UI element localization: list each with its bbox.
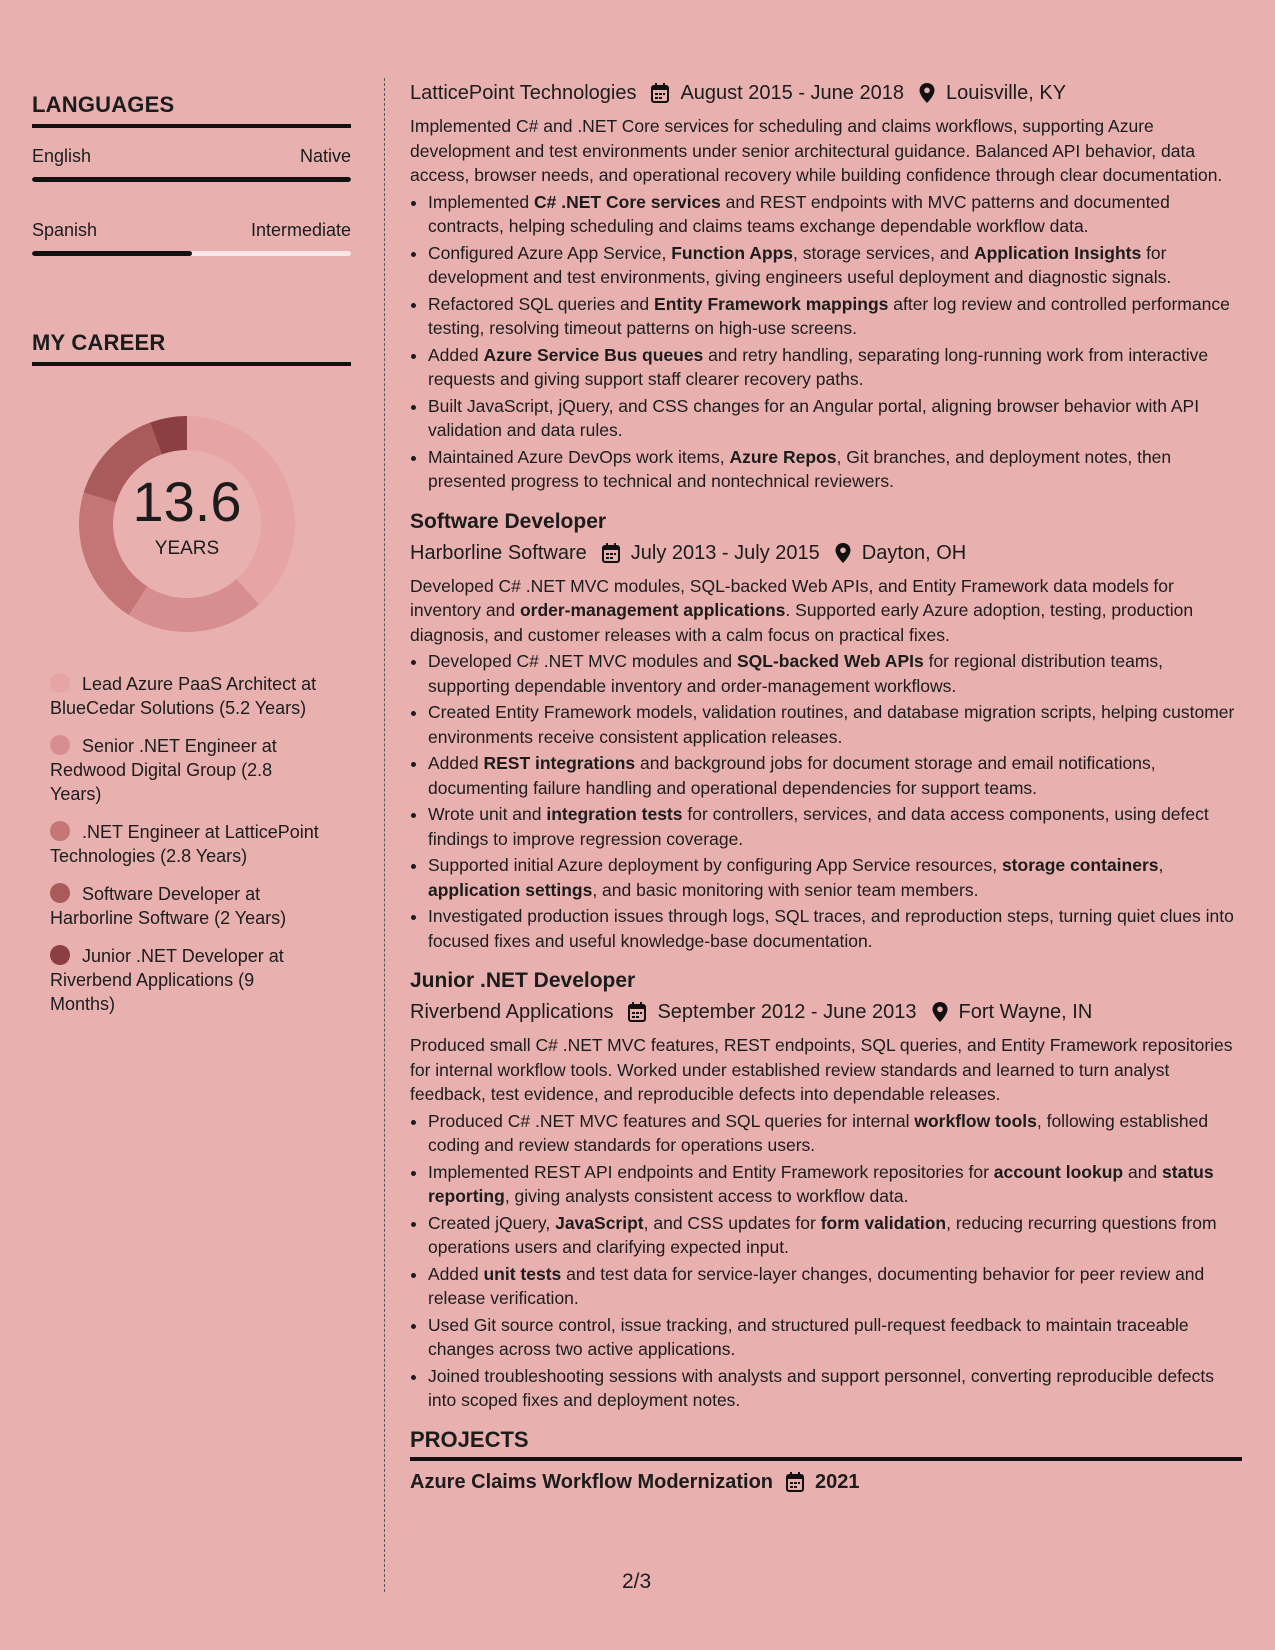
job-bullet [428,1364,1242,1413]
job-location: Louisville, KY [945,82,1067,104]
text-run: Added [428,753,484,773]
language-proficiency-bar [32,177,351,182]
text-run: , Git branches, and deployment notes, then presented progress to technical and nontechnical reviewers. [428,446,1172,491]
text-run: for regional distribution teams, supporting dependable inventory and order-management workflows. [428,651,1164,696]
job-bullet [428,292,1242,341]
bold-keyword: Entity Framework mappings [654,293,889,314]
location-pin-icon [834,542,852,564]
text-run: Added [428,344,484,365]
job-role: Software Developer [410,509,607,533]
career-total-unit: YEARS [154,538,220,559]
job-summary: Implemented C# and .NET Core services for scheduling and claims workflows, supporting Azure development and test environments under senior architectural guidance. Balanced API behavior, data access, browser needs, and operational recovery while building confidence through clear documentation. [410,116,1223,185]
legend-label: Software Developer at Harborline Software (2 Years) [50,884,287,928]
calendar-icon [650,82,670,104]
job-bullet [428,1160,1242,1209]
job-bullet [428,394,1242,443]
donut-segment-1 [129,579,259,632]
location-pin-icon [918,82,936,104]
text-run: Created jQuery, [428,1212,556,1233]
location-pin-icon [918,82,936,104]
bold-keyword: Azure Service Bus queues [483,344,704,365]
legend-label: Senior .NET Engineer at Redwood Digital Group (2.8 Years) [50,736,277,804]
language-name: Spanish [32,220,98,240]
language-name: English [32,146,92,166]
career-legend-item [50,672,320,720]
text-run: Added [428,1263,484,1284]
calendar-icon [627,1001,647,1023]
job-dates: August 2015 - June 2018 [680,82,904,104]
text-run: Created Entity Framework models, validation routines, and database migration scripts, helping customer environments receive consistent application releases. [428,702,1235,747]
legend-swatch [50,673,70,693]
text-run: and [1123,1161,1163,1182]
career-legend [50,672,320,1016]
job-bullet [428,1313,1242,1362]
job-company: LatticePoint Technologies [410,82,637,104]
text-run: Produced C# .NET MVC features and SQL queries for internal [428,1110,915,1131]
text-run: , and CSS updates for [643,1212,821,1233]
legend-swatch [50,735,70,755]
job-bullet [428,700,1242,749]
text-run: Developed C# .NET MVC modules and [428,651,737,671]
bold-keyword: JavaScript [555,1212,644,1233]
location-pin-icon [834,542,852,564]
job-dates: September 2012 - June 2013 [657,1001,917,1023]
language-proficiency-fill [32,251,192,256]
text-run: , following established coding and review standards for operations users. [428,1110,1209,1155]
job-meta [410,540,1242,566]
text-run: and test data for service-layer changes, documenting behavior for peer review and release verification. [428,1263,1205,1308]
job-meta [410,80,1242,106]
job-company: Harborline Software [410,541,587,564]
calendar-icon [627,1001,647,1023]
location-pin-icon [931,1001,949,1023]
job-bullet [428,343,1242,392]
career-donut-chart [67,404,307,644]
legend-swatch [50,821,70,841]
bold-keyword: unit tests [483,1263,562,1284]
project-year: 2021 [815,1470,860,1493]
job-bullet [428,1262,1242,1311]
job-bullet [428,802,1242,851]
text-run: Implemented REST API endpoints and Entity Framework repositories for [428,1161,994,1182]
text-run: , and basic monitoring with senior team members. [592,879,979,900]
bold-keyword: application settings [428,879,593,900]
text-run: for controllers, services, and data access components, using defect findings to improve regression coverage. [428,804,1209,849]
text-run: Investigated production issues through logs, SQL traces, and reproduction steps, turning quiet clues into focused fixes and useful knowledge-base documentation. [428,906,1234,951]
text-run: Supported initial Azure deployment by configuring App Service resources, [428,855,1002,875]
text-run: Configured Azure App Service, [428,242,672,263]
bold-keyword: C# .NET Core services [534,191,721,212]
calendar-icon [650,82,670,104]
job-bullet [428,190,1242,239]
bold-keyword: REST integrations [483,753,636,773]
job-summary: Produced small C# .NET MVC features, REST endpoints, SQL queries, and Entity Framework repositories for internal workflow tools. Worked under established review standards and learned to turn analyst feedback, test evidence, and reproducible defects into dependable releases. [410,1035,1233,1104]
career-legend-item [50,882,320,930]
legend-label: .NET Engineer at LatticePoint Technologies (2.8 Years) [50,822,319,866]
language-item-english [32,146,351,182]
career-legend-item [50,734,320,806]
job-bullet [428,241,1242,290]
text-run: and REST endpoints with MVC patterns and documented contracts, helping scheduling and claims teams exchange dependable workflow data. [428,191,1170,236]
career-total-years: 13.6 [132,470,242,533]
bold-keyword: Azure Repos [729,446,837,467]
calendar-icon [785,1471,805,1493]
job-bullet [428,445,1242,494]
text-run: for development and test environments, giving engineers useful deployment and diagnostic signals. [428,242,1172,287]
text-run: and background jobs for document storage and email notifications, documenting failure handling and operational dependencies for support teams. [428,753,1156,798]
text-run: , storage services, and [793,242,974,263]
text-run: Used Git source control, issue tracking, and structured pull-request feedback to maintain traceable changes across two active applications. [428,1314,1189,1359]
job-bullet [428,853,1242,902]
job-dates: July 2013 - July 2015 [630,541,820,564]
career-legend-item [50,944,320,1016]
project-name: Azure Claims Workflow Modernization [410,1470,773,1493]
legend-swatch [50,945,70,965]
legend-swatch [50,883,70,903]
bold-keyword: account lookup [993,1161,1124,1182]
languages-heading: LANGUAGES [32,92,351,128]
job-bullet [428,649,1242,698]
job-bullets [410,649,1242,953]
job-bullets [410,1109,1242,1413]
calendar-icon [601,542,621,564]
bold-keyword: Function Apps [671,242,794,263]
text-run: and retry handling, separating long-running work from interactive requests and giving support staff clearer recovery paths. [428,344,1209,389]
job-company: Riverbend Applications [410,1001,614,1023]
bold-keyword: workflow tools [914,1110,1037,1131]
language-proficiency-fill [32,177,351,182]
text-run: Joined troubleshooting sessions with analysts and support personnel, converting reproducible defects into scoped fixes and deployment notes. [428,1365,1215,1410]
language-proficiency-bar [32,251,351,256]
bold-keyword: integration tests [546,804,683,824]
job-meta [410,999,1242,1025]
project-item [410,1471,1242,1494]
legend-label: Lead Azure PaaS Architect at BlueCedar Solutions (5.2 Years) [50,674,317,718]
bold-keyword: Application Insights [973,242,1142,263]
bold-keyword: order-management applications [519,600,786,620]
job-bullet [428,1211,1242,1260]
location-pin-icon [931,1001,949,1023]
bold-keyword: storage containers [1001,855,1159,875]
text-run: , reducing recurring questions from operations users and clarifying expected input. [428,1212,1217,1257]
language-item-spanish [32,220,351,256]
career-legend-item [50,820,320,868]
column-divider [384,78,385,1592]
job-summary [410,574,1242,648]
language-level: Intermediate [250,220,351,240]
job-bullet [428,1109,1242,1158]
text-run: , giving analysts consistent access to workflow data. [504,1186,909,1206]
job-bullet [428,751,1242,800]
bold-keyword: status reporting [428,1161,1214,1206]
bold-keyword: SQL-backed Web APIs [737,651,924,671]
job-bullet [428,904,1242,953]
career-heading: MY CAREER [32,330,351,366]
calendar-icon [601,542,621,564]
text-run: after log review and controlled performance testing, resolving timeout patterns on high-use screens. [428,293,1230,338]
text-run: Maintained Azure DevOps work items, [428,446,730,467]
main-column [410,80,1242,1494]
job-location: Dayton, OH [861,541,967,564]
bold-keyword: form validation [820,1212,947,1233]
job-location: Fort Wayne, IN [958,1001,1093,1023]
sidebar [32,92,351,1030]
text-run: Built JavaScript, jQuery, and CSS changes for an Angular portal, aligning browser behavior with API validation and data rules. [428,395,1200,440]
job-bullets [410,190,1242,494]
page-number: 2/3 [622,1570,652,1593]
legend-label: Junior .NET Developer at Riverbend Applications (9 Months) [50,946,284,1014]
job-role: Junior .NET Developer [410,969,636,992]
text-run: Implemented [428,191,535,212]
text-run: , [1158,855,1164,875]
calendar-icon [785,1471,805,1493]
projects-heading: PROJECTS [410,1427,1242,1461]
text-run: . Supported early Azure adoption, testing, production diagnosis, and customer releases with a calm focus on practical fixes. [410,600,1194,645]
text-run: Developed C# .NET MVC modules, SQL-backed Web APIs, and Entity Framework data models for inventory and [410,575,1174,620]
text-run: Wrote unit and [428,804,547,824]
text-run: Refactored SQL queries and [428,293,655,314]
language-level: Native [299,146,351,166]
